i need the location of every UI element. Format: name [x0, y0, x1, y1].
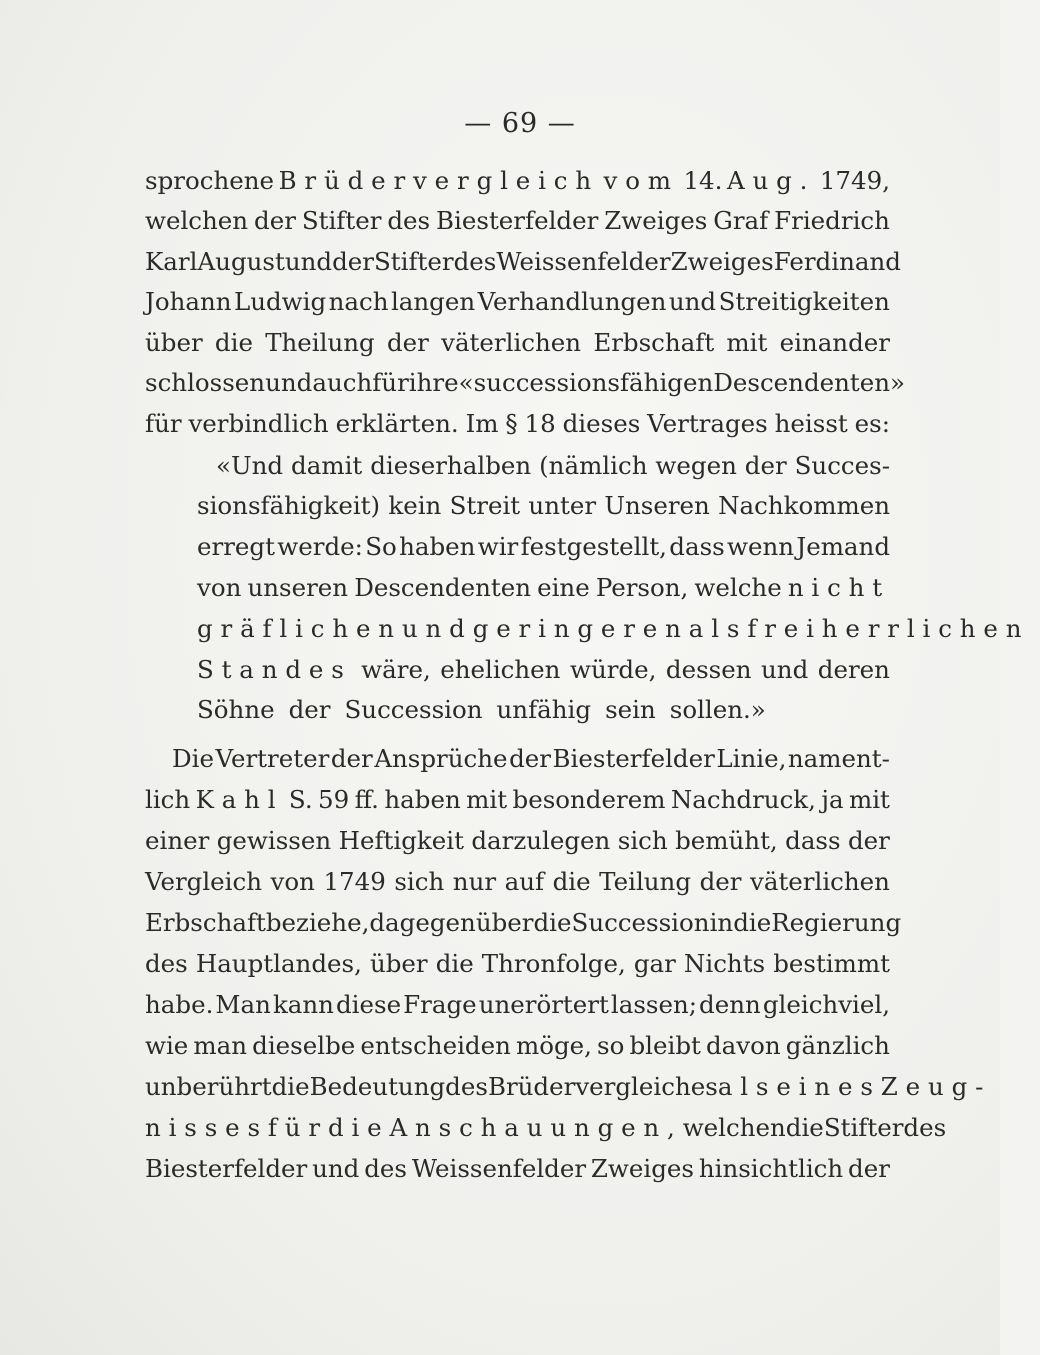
- word: als: [717, 1072, 777, 1101]
- text-line: [145, 862, 890, 902]
- text-line: [172, 739, 890, 779]
- word: Descendenten»: [713, 368, 906, 397]
- word: kein: [388, 491, 442, 520]
- text-line: [145, 404, 890, 444]
- word: Succes-: [794, 451, 890, 480]
- word: und: [401, 614, 473, 643]
- word: gewissen: [216, 826, 332, 855]
- word: besonderem: [512, 785, 666, 814]
- word: sionsfähigkeit): [197, 491, 381, 520]
- word: beziehe,: [265, 908, 370, 937]
- word: deren: [817, 655, 890, 684]
- word: des: [445, 1072, 488, 1101]
- word: dass: [669, 532, 725, 561]
- word: welche: [694, 573, 782, 602]
- text-line: [145, 903, 902, 943]
- word: der: [744, 451, 787, 480]
- text-line: [145, 1067, 992, 1107]
- text-line: [216, 446, 890, 486]
- word: verbindlich: [188, 409, 329, 438]
- word: eine: [537, 573, 590, 602]
- word: Anschauungen,: [389, 1113, 683, 1142]
- text-line: [145, 282, 890, 322]
- word: §: [505, 409, 518, 438]
- word: unter: [528, 491, 597, 520]
- word: Karl: [145, 247, 198, 276]
- word: gänzlich: [785, 1031, 890, 1060]
- word: schlossen: [145, 368, 266, 397]
- word: und: [284, 247, 333, 276]
- text-line: [145, 242, 901, 282]
- word: für: [372, 368, 409, 397]
- word: August: [197, 247, 285, 276]
- word: 1749: [323, 867, 386, 896]
- word: für: [267, 1113, 328, 1142]
- word: Biesterfelder: [436, 206, 599, 235]
- word: die: [733, 908, 772, 937]
- word: Streitigkeiten: [718, 287, 890, 316]
- word: Johann: [145, 287, 232, 316]
- word: über: [145, 328, 203, 357]
- word: Graf: [713, 206, 769, 235]
- word: über: [475, 908, 534, 937]
- word: welchen: [682, 1113, 786, 1142]
- word: entscheiden: [360, 1031, 511, 1060]
- word: Friedrich: [774, 206, 890, 235]
- word: der: [509, 744, 551, 773]
- word: sein: [605, 695, 656, 724]
- word: mit: [848, 785, 890, 814]
- word: der: [254, 206, 296, 235]
- word: Streit: [449, 491, 521, 520]
- word: die: [552, 867, 591, 896]
- word: habe.: [145, 990, 214, 1019]
- text-line: [197, 609, 1030, 649]
- word: Hauptlandes,: [195, 949, 362, 978]
- word: S.: [288, 785, 313, 814]
- word: dieserhalben: [370, 451, 532, 480]
- word: diese: [336, 990, 402, 1019]
- text-line: [145, 780, 890, 820]
- text-line: [145, 1149, 890, 1189]
- word: Zweiges: [670, 247, 774, 276]
- word: die: [327, 1113, 390, 1142]
- word: bleibt: [629, 1031, 701, 1060]
- word: bestimmt: [773, 949, 890, 978]
- word: gräflichen: [197, 614, 402, 643]
- word: einander: [779, 328, 890, 357]
- word: ff.: [354, 785, 379, 814]
- word: väterlichen: [750, 867, 890, 896]
- word: davon: [705, 1031, 781, 1060]
- text-line: [145, 821, 890, 861]
- word: Person,: [595, 573, 689, 602]
- word: eines: [776, 1072, 881, 1101]
- word: Descendenten: [354, 573, 531, 602]
- word: unfähig: [496, 695, 592, 724]
- word: ehelichen: [440, 655, 561, 684]
- word: Succession: [344, 695, 483, 724]
- text-line: [145, 201, 890, 241]
- word: vom: [603, 166, 679, 195]
- word: auch: [312, 368, 373, 397]
- word: Brüdervergleiches: [487, 1072, 718, 1101]
- word: kann: [272, 990, 334, 1019]
- word: ja: [821, 785, 844, 814]
- word: darzulegen: [471, 826, 611, 855]
- word: Biesterfelder: [145, 1154, 308, 1183]
- word: des: [903, 1113, 947, 1142]
- word: Söhne: [197, 695, 275, 724]
- word: die: [785, 1113, 824, 1142]
- word: der: [332, 247, 374, 276]
- word: von: [270, 867, 315, 896]
- word: Stifter: [373, 247, 454, 276]
- word: erklärten.: [335, 409, 459, 438]
- text-line: [197, 650, 890, 690]
- word: wäre,: [361, 655, 431, 684]
- word: würde,: [569, 655, 657, 684]
- word: Stifter: [301, 206, 382, 235]
- word: Man: [215, 990, 271, 1019]
- text-line: [145, 1108, 947, 1148]
- word: denn: [699, 990, 761, 1019]
- word: und: [668, 287, 717, 316]
- word: Aug.: [726, 166, 816, 195]
- word: so: [597, 1031, 625, 1060]
- word: Frage: [403, 990, 477, 1019]
- word: wie: [145, 1031, 189, 1060]
- word: Regierung: [771, 908, 902, 937]
- word: Erbschaft: [145, 908, 266, 937]
- word: dieses: [562, 409, 641, 438]
- word: für: [145, 409, 182, 438]
- word: freiherrlichen: [747, 614, 1030, 643]
- word: festgestellt,: [520, 532, 667, 561]
- word: hinsichtlich: [698, 1154, 844, 1183]
- word: als: [688, 614, 748, 643]
- word: bemüht,: [675, 826, 778, 855]
- word: gleichviel,: [762, 990, 890, 1019]
- word: Vergleich: [145, 867, 263, 896]
- word: die: [214, 328, 253, 357]
- word: der: [699, 867, 742, 896]
- word: unseren: [247, 573, 349, 602]
- word: und: [761, 655, 809, 684]
- word: langen: [390, 287, 476, 316]
- word: lich: [145, 785, 191, 814]
- word: wir: [477, 532, 519, 561]
- word: Kahl: [195, 785, 284, 814]
- word: Biesterfelder: [552, 744, 715, 773]
- word: Unseren: [604, 491, 710, 520]
- word: Nichts: [683, 949, 766, 978]
- word: in: [709, 908, 734, 937]
- word: man: [193, 1031, 248, 1060]
- text-line: [145, 1026, 890, 1066]
- word: dessen: [665, 655, 752, 684]
- word: Brüdervergleich: [278, 166, 599, 195]
- word: gar: [633, 949, 676, 978]
- word: sprochene: [145, 166, 274, 195]
- word: von: [197, 573, 242, 602]
- word: geringeren: [472, 614, 689, 643]
- word: 59: [318, 785, 350, 814]
- word: möge,: [515, 1031, 592, 1060]
- word: nament-: [787, 744, 890, 773]
- word: Heftigkeit: [338, 826, 464, 855]
- word: und: [265, 368, 313, 397]
- word: 14.: [683, 166, 723, 195]
- word: Standes: [197, 655, 352, 684]
- word: Weissenfelder: [496, 247, 671, 276]
- word: des: [453, 247, 497, 276]
- word: Theilung: [265, 328, 375, 357]
- text-line: [145, 985, 890, 1025]
- word: die: [435, 949, 474, 978]
- word: Zweiges: [604, 206, 708, 235]
- word: nach: [328, 287, 389, 316]
- word: welchen: [145, 206, 249, 235]
- word: werde:: [277, 532, 363, 561]
- word: Verhandlungen: [477, 287, 667, 316]
- word: haben: [399, 532, 476, 561]
- word: sich: [617, 826, 668, 855]
- word: So: [365, 532, 397, 561]
- word: (nämlich: [539, 451, 648, 480]
- word: heisst: [774, 409, 848, 438]
- word: des: [387, 206, 431, 235]
- word: lassen;: [610, 990, 697, 1019]
- word: Nachdruck,: [670, 785, 816, 814]
- word: die: [271, 1072, 310, 1101]
- word: einer: [145, 826, 210, 855]
- word: auf: [504, 867, 545, 896]
- text-line: [145, 363, 906, 403]
- word: Zweiges: [590, 1154, 694, 1183]
- word: nur: [452, 867, 497, 896]
- word: und: [312, 1154, 360, 1183]
- word: wenn: [727, 532, 795, 561]
- word: Die: [172, 744, 214, 773]
- word: der: [848, 1154, 890, 1183]
- page-number: — 69 —: [464, 108, 576, 139]
- word: Stifter: [823, 1113, 904, 1142]
- word: die: [533, 908, 572, 937]
- word: der: [288, 695, 331, 724]
- word: Teilung: [599, 867, 692, 896]
- word: ihre: [408, 368, 459, 397]
- word: «Und: [216, 451, 284, 480]
- word: der: [330, 744, 373, 773]
- word: «successionsfähigen: [458, 368, 714, 397]
- word: der: [848, 826, 890, 855]
- word: 18: [524, 409, 556, 438]
- word: dagegen: [369, 908, 476, 937]
- word: 1749,: [819, 166, 890, 195]
- word: Thronfolge,: [481, 949, 626, 978]
- word: Jemand: [796, 532, 890, 561]
- word: erregt: [197, 532, 275, 561]
- word: des: [364, 1154, 407, 1183]
- word: mit: [466, 785, 508, 814]
- word: Weissenfelder: [411, 1154, 587, 1183]
- word: über: [369, 949, 428, 978]
- word: sich: [394, 867, 445, 896]
- text-line: [145, 161, 890, 201]
- word: Ludwig: [233, 287, 327, 316]
- word: Vertreter: [215, 744, 330, 773]
- word: Succession: [571, 908, 710, 937]
- text-line: [197, 527, 890, 567]
- word: Ansprüche: [374, 744, 508, 773]
- word: sollen.»: [669, 695, 766, 724]
- text-line: [197, 486, 890, 526]
- text-line: [145, 323, 890, 363]
- word: wegen: [655, 451, 737, 480]
- word: des: [145, 949, 188, 978]
- word: Ferdinand: [773, 247, 901, 276]
- text-line: [197, 568, 890, 608]
- word: nisses: [145, 1113, 268, 1142]
- word: dass: [785, 826, 841, 855]
- word: Vertrages: [647, 409, 768, 438]
- word: Zeug-: [880, 1072, 992, 1101]
- word: väterlichen: [441, 328, 582, 357]
- word: mit: [726, 328, 768, 357]
- word: haben: [384, 785, 461, 814]
- word: Nachkommen: [718, 491, 890, 520]
- word: nicht: [787, 573, 890, 602]
- word: Im: [465, 409, 499, 438]
- word: dieselbe: [252, 1031, 356, 1060]
- word: Erbschaft: [593, 328, 715, 357]
- word: es:: [854, 409, 890, 438]
- word: unberührt: [145, 1072, 272, 1101]
- text-line: [145, 944, 890, 984]
- word: unerörtert: [478, 990, 609, 1019]
- word: Linie,: [716, 744, 787, 773]
- word: damit: [291, 451, 363, 480]
- word: Bedeutung: [309, 1072, 446, 1101]
- text-line: [197, 690, 890, 730]
- word: der: [386, 328, 429, 357]
